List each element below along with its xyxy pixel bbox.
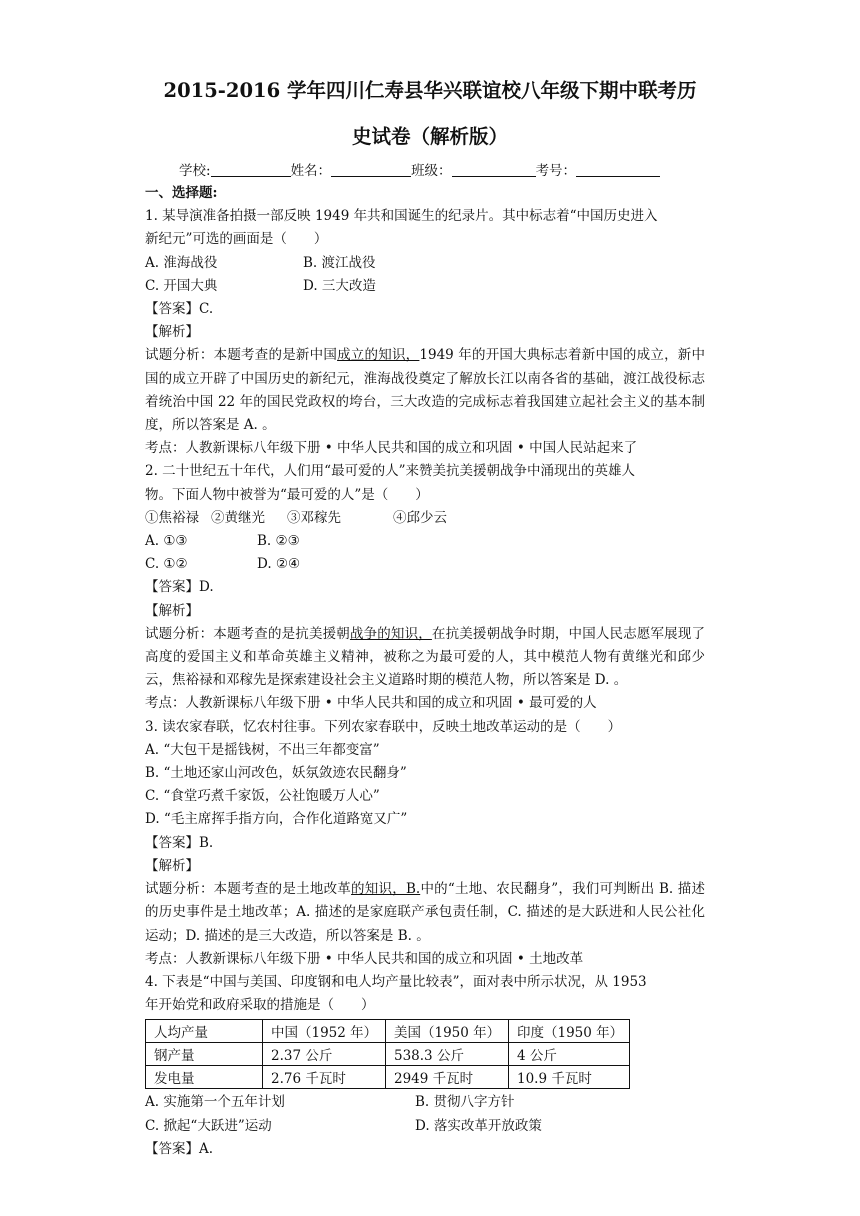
q3-exp-text-rest: 中的“土地、农民翻身”，我们可判断出 B. 描述的历史事件是土地改革；A. 描述的是家庭联产承包责任制，C. 描述的是大跃进和人民公社化运动；D. 描述的是三大改造，所以答案是 B. 。 — [145, 881, 705, 944]
q1-exp-underline: 成立的知识， — [337, 347, 420, 364]
title-line-1: 2015-2016 学年四川仁寿县华兴联谊校八年级下期中联考历 — [163, 79, 697, 102]
table-header-cell: 美国（1950 年） — [386, 1020, 509, 1043]
class-label: 班级： — [411, 163, 452, 179]
q3-exp-text: 试题分析：本题考查的是土地改革 — [145, 881, 352, 898]
q4-option-d: D. 落实改革开放政策 — [415, 1117, 542, 1134]
q1-exp-text: 试题分析：本题考查的是新中国 — [145, 347, 338, 364]
q2-exp-text-rest: 在抗美援朝战争时期，中国人民志愿军展现了高度的爱国主义和革命英雄主义精神，被称之为最可爱的人，其中模范人物有黄继光和邱少云，焦裕禄和邓稼先是探索建设社会主义道路时期的模范人物，所以答案是 D. 。 — [145, 625, 706, 689]
school-blank[interactable] — [211, 162, 291, 177]
question-2 — [145, 460, 705, 715]
table-cell: 2.76 千瓦时 — [263, 1066, 386, 1089]
table-cell: 2.37 公斤 — [263, 1043, 386, 1066]
q1-answer: 【答案】C. — [145, 301, 214, 318]
q3-stem: 3. 读农家春联，忆农村往事。下列农家春联中，反映土地改革运动的是（ ） — [145, 718, 622, 735]
q1-options-row1 — [145, 252, 705, 275]
q2-point: 考点：人教新课标八年级下册 • 中华人民共和国的成立和巩固 • 最可爱的人 — [145, 695, 597, 712]
table-header-cell: 印度（1950 年） — [509, 1020, 630, 1043]
q1-point: 考点：人教新课标八年级下册 • 中华人民共和国的成立和巩固 • 中国人民站起来了 — [145, 440, 638, 457]
table-header-row — [146, 1020, 630, 1043]
q2-option-c: C. ①② — [145, 556, 188, 573]
q2-option-a: A. ①③ — [145, 533, 188, 550]
section-heading: 一、选择题: — [145, 185, 218, 201]
table-row — [146, 1043, 630, 1066]
table-row — [146, 1066, 630, 1089]
exam-no-label: 考号： — [535, 163, 577, 179]
title-line-2: 史试卷（解析版） — [351, 125, 508, 148]
class-blank[interactable] — [452, 162, 536, 177]
q2-item-3: ③邓稼先 — [287, 509, 341, 526]
question-1 — [145, 205, 705, 460]
q3-analysis-label: 【解析】 — [145, 857, 199, 874]
q2-options-row1 — [145, 530, 705, 553]
q2-stem-line1: 2. 二十世纪五十年代，人们用“最可爱的人”来赞美抗美援朝战争中涌现出的英雄人 — [145, 463, 635, 480]
question-3 — [145, 716, 705, 971]
q1-option-d: D. 三大改造 — [303, 277, 376, 294]
q2-analysis-label: 【解析】 — [145, 602, 199, 619]
q3-exp-underline: 的知识，B. — [351, 881, 421, 898]
q4-option-b: B. 贯彻八字方针 — [415, 1094, 515, 1111]
q1-options-row2 — [145, 275, 705, 298]
q2-explanation — [145, 623, 705, 693]
exam-no-blank[interactable] — [576, 162, 660, 177]
q3-answer: 【答案】B. — [145, 834, 214, 851]
q2-option-d: D. ②④ — [257, 556, 301, 573]
table-cell: 10.9 千瓦时 — [509, 1066, 630, 1089]
table-cell: 发电量 — [146, 1066, 263, 1089]
q1-exp-text-rest: 1949 年的开国大典标志着新中国的成立，新中国的成立开辟了中国历史的新纪元，淮海战役奠定了解放长江以南各省的基础，渡江战役标志着统治中国 22 年的国民党政权的垮台，三大改造的完成标志着我国建立起社会主义的基本制度，所以答案是 A. 。 — [145, 347, 706, 434]
q1-explanation — [145, 344, 705, 437]
q3-option-a: A. “大包干是摇钱树，不出三年都变富” — [145, 741, 380, 758]
q2-options-row2 — [145, 553, 705, 576]
q2-items — [145, 507, 705, 530]
table-cell: 538.3 公斤 — [386, 1043, 509, 1066]
q4-option-c: C. 掀起“大跃进”运动 — [145, 1117, 272, 1134]
q4-answer: 【答案】A. — [145, 1140, 214, 1157]
q3-point: 考点：人教新课标八年级下册 • 中华人民共和国的成立和巩固 • 土地改革 — [145, 950, 584, 967]
table-header-cell: 中国（1952 年） — [263, 1020, 386, 1043]
paper-title — [0, 68, 860, 160]
comparison-table — [145, 1019, 630, 1089]
q4-stem-line1: 4. 下表是“中国与美国、印度钢和电人均产量比较表”，面对表中所示状况，从 1953 — [145, 973, 647, 990]
q3-option-c: C. “食堂巧煮千家饭，公社饱暖万人心” — [145, 788, 380, 805]
q2-item-1: ①焦裕禄 — [145, 509, 199, 526]
q1-analysis-label: 【解析】 — [145, 324, 199, 341]
q4-options-row1 — [145, 1091, 705, 1114]
q1-stem-line2: 新纪元”可选的画面是（ ） — [145, 231, 328, 248]
q4-stem-line2: 年开始党和政府采取的措施是（ ） — [145, 997, 375, 1014]
exam-paper — [145, 68, 705, 1161]
name-label: 姓名： — [290, 163, 332, 179]
q3-option-d: D. “毛主席挥手指方向，合作化道路宽又广” — [145, 811, 408, 828]
table-cell: 钢产量 — [146, 1043, 263, 1066]
q1-option-b: B. 渡江战役 — [303, 254, 376, 271]
q3-option-b: B. “土地还家山河改色，妖氛敛迹农民翻身” — [145, 765, 407, 782]
table-cell: 2949 千瓦时 — [386, 1066, 509, 1089]
q3-explanation — [145, 878, 705, 948]
student-info — [145, 160, 705, 182]
q1-option-a: A. 淮海战役 — [145, 254, 218, 271]
q2-exp-underline: 战争的知识， — [349, 625, 432, 642]
school-label: 学校: — [179, 163, 211, 179]
name-blank[interactable] — [331, 162, 411, 177]
q2-exp-text: 试题分析：本题考查的是抗美援朝 — [145, 625, 350, 642]
q4-option-a: A. 实施第一个五年计划 — [145, 1094, 285, 1111]
q4-options-row2 — [145, 1115, 705, 1138]
q2-item-4: ④邱少云 — [393, 509, 447, 526]
q1-option-c: C. 开国大典 — [145, 277, 218, 294]
table-header-cell: 人均产量 — [146, 1020, 263, 1043]
q1-stem-line1: 1. 某导演准备拍摄一部反映 1949 年共和国诞生的纪录片。其中标志着“中国历史进入 — [145, 208, 658, 225]
table-cell: 4 公斤 — [509, 1043, 630, 1066]
q2-stem-line2: 物。下面人物中被誉为“最可爱的人”是（ ） — [145, 486, 429, 503]
question-4 — [145, 971, 705, 1161]
q2-option-b: B. ②③ — [257, 533, 300, 550]
q2-answer: 【答案】D. — [145, 579, 214, 596]
q2-item-2: ②黄继光 — [211, 509, 265, 526]
